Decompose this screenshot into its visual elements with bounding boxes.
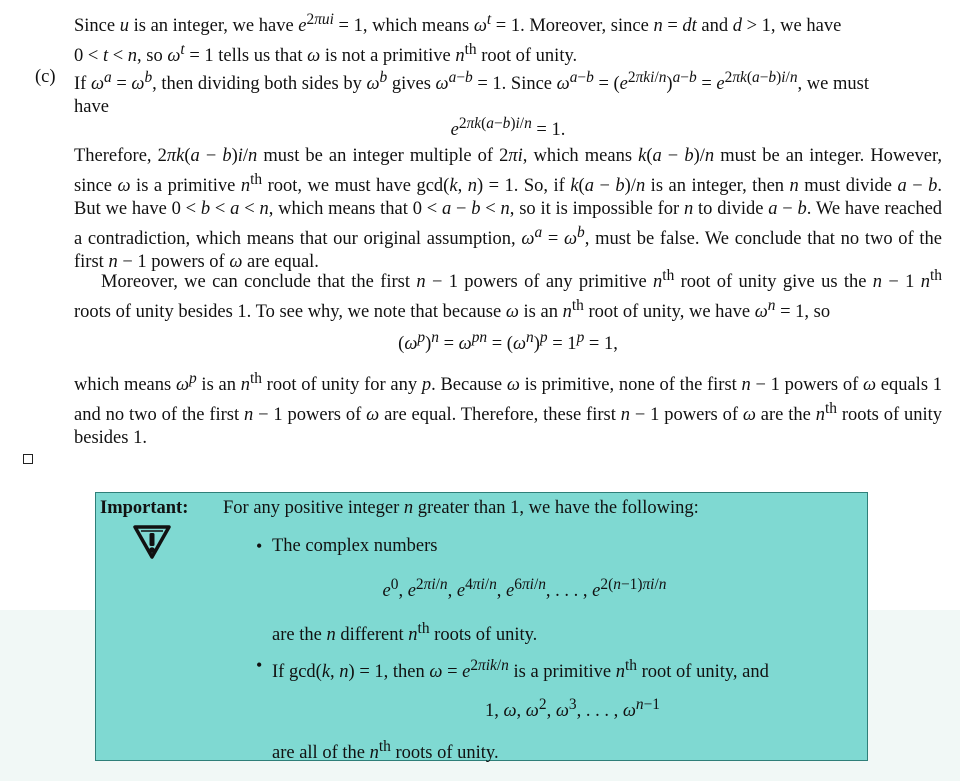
qed-square-icon: [23, 454, 33, 464]
proof-paragraph-2: Therefore, 2πk(a − b)i/n must be an integer multiple of 2πi, which means k(a − b)/n must be an integer. However, since ω is a primitive $n^{th}$ root, we must have gcd(k, n) = 1. So, if k(a − b)/n is an integer, then n must divide a − b. But we have 0 < b < a < n, which means that 0 < a − b < n, so it is impossible for n to divide a − b. We have reached a contradiction, which means that our original assumption, $\omega^a = \omega^b$, must be false. We conclude that no two of the first n − 1 powers of ω are equal.: [74, 146, 943, 273]
warning-triangle-icon: [132, 523, 172, 561]
bullet-2-equation: 1, ω, $\omega^2$, $\omega^3$, . . . , $\omega^{n-1}$: [484, 696, 660, 722]
item-label-c: (c): [35, 67, 56, 87]
p1-line-2: 0 < t < n, so $\omega^t = 1$ tells us that ω is not a primitive $n^{th}$ root of unity.: [74, 41, 578, 67]
item-c-have: have: [74, 97, 109, 118]
important-box: [95, 492, 868, 764]
bullet-1-after: are the n different $n^{th}$ roots of unity.: [272, 620, 538, 646]
important-label: Important:: [100, 498, 189, 518]
bullet-2-dot: •: [256, 655, 263, 675]
bullet-1-text: The complex numbers: [272, 536, 438, 556]
proof-paragraph-1: [74, 8, 942, 68]
p1-line-1: Since u is an integer, we have $e^{2\pi ui} = 1$, which means $\omega^t = 1$. Moreover, since n = dt and d > 1, we have: [74, 11, 842, 37]
bullet-1-equation: $e^0$, $e^{2\pi i/n}$, $e^{4\pi i/n}$, $e^{6\pi i/n}$, . . . , $e^{2(n-1)\pi i/n}$: [382, 576, 667, 602]
bullet-2-after: are all of the $n^{th}$ roots of unity.: [272, 738, 499, 764]
proof-paragraph-3: Moreover, we can conclude that the first n − 1 powers of any primitive $n^{th}$ root of unity give us the n − 1 $n^{th}$ roots of unity besides 1. To see why, we note that because ω is an $n^{th}$ root of unity, we have $\omega^n = 1$, so: [74, 267, 942, 323]
equation-1: $e^{2\pi k(a-b)i/n} = 1$.: [450, 115, 566, 141]
item-c-text: If $\omega^a = \omega^b$, then dividing both sides by $\omega^b$ gives $\omega^{a-b} = 1$. Since $\omega^{a-b} = (e^{2\pi ki/n})^{a-b} = e^{2\pi k(a-b)i/n}$, we must have: [74, 69, 869, 118]
proof-paragraph-4: which means $\omega^p$ is an $n^{th}$ root of unity for any p. Because ω is primitive, none of the first n − 1 powers of ω equals 1 and no two of the first n − 1 powers of ω are equal. Therefore, these first n − 1 powers of ω are the $n^{th}$ roots of unity besides 1.: [74, 370, 943, 449]
important-intro: For any positive integer n greater than 1, we have the following:: [223, 498, 699, 518]
equation-2: $(\omega^p)^n = \omega^{pn} = (\omega^n)^p = 1^p = 1$,: [398, 329, 618, 355]
bullet-1-dot: •: [256, 536, 263, 556]
bullet-2-text: If gcd(k, n) = 1, then $\omega = e^{2\pi ik/n}$ is a primitive $n^{th}$ root of unity, and: [272, 657, 769, 683]
